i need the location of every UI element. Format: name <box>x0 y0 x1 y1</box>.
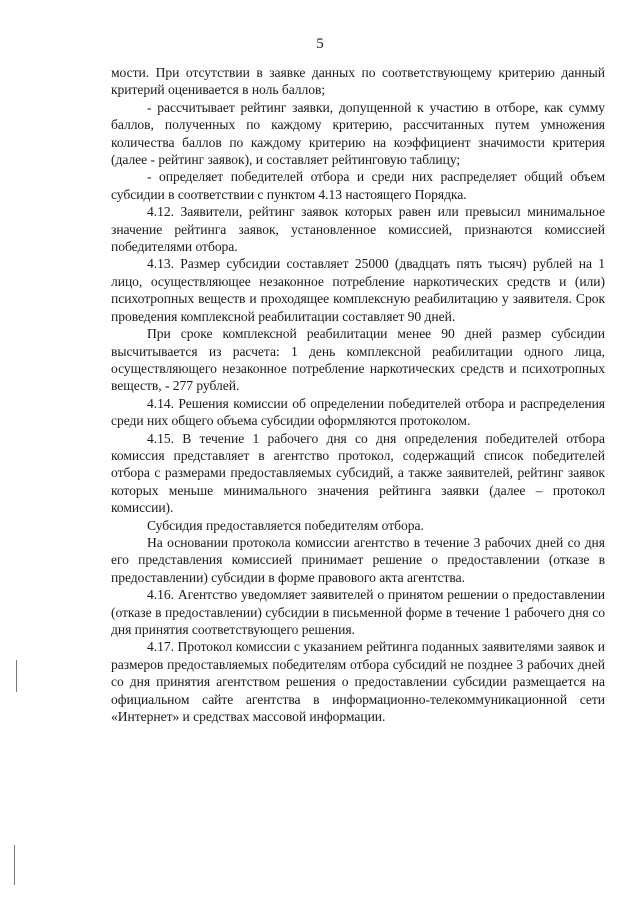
paragraph: - определяет победителей отбора и среди них распределяет общий объем субсидии в соответствии с пунктом 4.13 настоящего Порядка. <box>111 169 605 202</box>
scan-edge-mark <box>16 660 17 692</box>
paragraph: При сроке комплексной реабилитации менее 90 дней размер субсидии высчитывается из расчета: 1 день комплексной реабилитации одного лица, осуществляющего незаконное потребление наркотических средств и психотропных веществ, - 277 рублей. <box>111 326 605 394</box>
paragraph: 4.17. Протокол комиссии с указанием рейтинга поданных заявителями заявок и размеров предоставляемых победителям отбора субсидий не позднее 3 рабочих дней со дня принятия агентством решения о предоставлении субсидии размещается на официальном сайте агентства в информационно-телекоммуникационной сети «Интернет» и средствах массовой информации. <box>111 639 605 725</box>
document-body <box>111 64 605 725</box>
paragraph: 4.15. В течение 1 рабочего дня со дня определения победителей отбора комиссия представляет в агентство протокол, содержащий список победителей отбора с размерами предоставляемых субсидий, а также заявителей, рейтинг заявок которых меньше минимального значения рейтинга заявки (далее – протокол комиссии). <box>111 430 605 516</box>
paragraph: На основании протокола комиссии агентство в течение 3 рабочих дней со дня его представления комиссией принимает решение о предоставлении (отказе в предоставлении) субсидии в форме правового акта агентства. <box>111 534 605 585</box>
scan-edge-mark <box>14 845 15 885</box>
page-number: 5 <box>316 36 324 52</box>
paragraph: 4.14. Решения комиссии об определении победителей отбора и распределения среди них общего объема субсидии оформляются протоколом. <box>111 395 605 429</box>
paragraph: - рассчитывает рейтинг заявки, допущенной к участию в отборе, как сумму баллов, полученных по каждому критерию, рассчитанных путем умножения количества баллов по каждому критерию на коэффициент значимости критерия (далее - рейтинг заявок), и составляет рейтинговую таблицу; <box>111 99 605 168</box>
paragraph: 4.16. Агентство уведомляет заявителей о принятом решении о предоставлении (отказе в предоставлении) субсидии в письменной форме в течение 1 рабочего дня со дня принятия соответствующего решения. <box>111 587 605 637</box>
paragraph: Субсидия предоставляется победителям отбора. <box>147 517 424 533</box>
paragraph: 4.13. Размер субсидии составляет 25000 (двадцать пять тысяч) рублей на 1 лицо, осуществляющее незаконное потребление наркотических средств и (или) психотропных веществ и проходящее комплексную реабилитацию у заявителя. Срок проведения комплексной реабилитации составляет 90 дней. <box>111 256 605 324</box>
paragraph: 4.12. Заявители, рейтинг заявок которых равен или превысил минимальное значение рейтинга заявок, установленное комиссией, признаются комиссией победителями отбора. <box>111 204 605 255</box>
paragraph: мости. При отсутствии в заявке данных по соответствующему критерию данный критерий оценивается в ноль баллов; <box>111 65 605 98</box>
